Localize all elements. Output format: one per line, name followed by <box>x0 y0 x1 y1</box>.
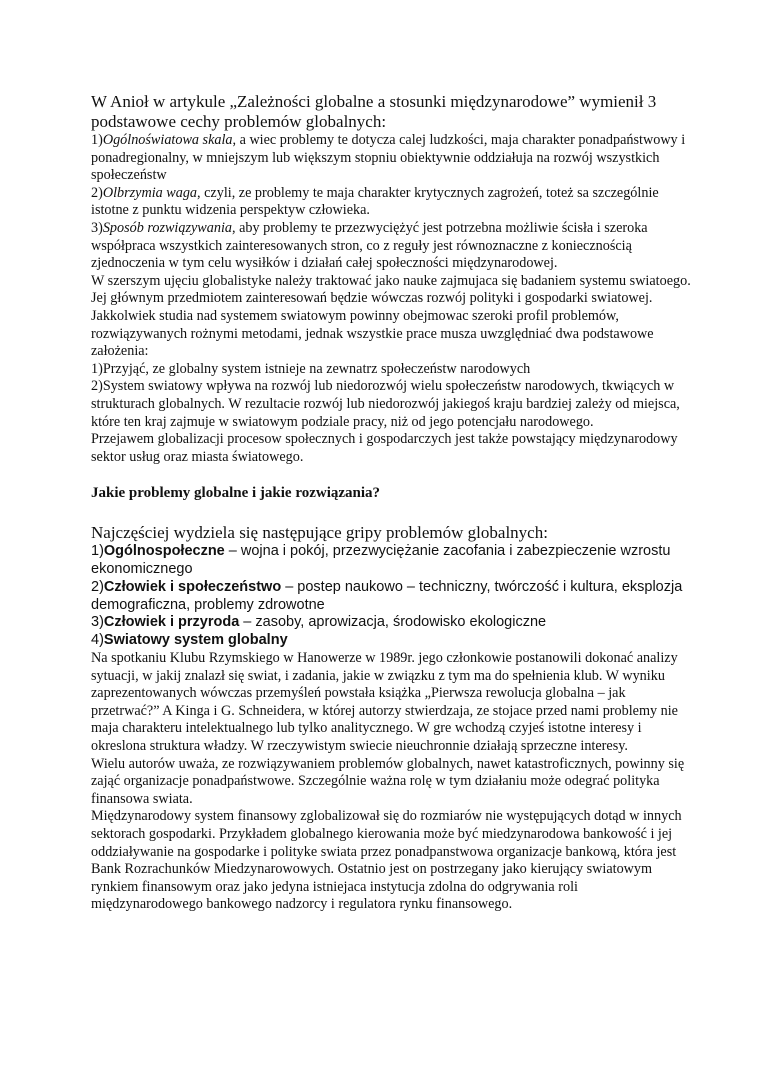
globalistyka-paragraph: W szerszym ujęciu globalistyke należy traktować jako nauke zajmujaca się badaniem systemu swiatoego. Jej głównym przedmiotem zainteresowań będzie wówczas rozwój polityki i gospodarki swiatowej. Jakkolwiek studia nad systemem swiatowym powinny obejmowac szeroki profil problemów, rozwiązywanych rożnymi metodami, jednak wszystkie prace musza uwzględniać dwa podstawowe założenia: <box>91 272 691 360</box>
group-number: 2) <box>91 578 104 595</box>
feature-item-2 <box>91 185 691 220</box>
group-number: 1) <box>91 543 104 560</box>
autorzy-paragraph: Wielu autorów uważa, ze rozwiązywaniem problemów globalnych, nawet katastroficznych, powinny się zająć organizacje ponadpaństwowe. Szczególnie ważna rolę w tym działaniu może odegrać polityka finansowa swiata. <box>91 755 685 807</box>
group-item-3 <box>91 614 691 632</box>
assumption-1: 1)Przyjąć, ze globalny system istnieje na zewnatrz społeczeństw narodowych <box>91 360 531 377</box>
feature-term: Olbrzymia waga <box>102 184 198 201</box>
feature-term: Sposób rozwiązywania <box>102 219 232 236</box>
group-term: Swiatowy system globalny <box>103 632 288 649</box>
feature-text: , aby problemy te przezwyciężyć jest potrzebna możliwie ścisła i szeroka współpraca wszystkich zainteresowanych stron, co z reguły jest równoznaczne z koniecznością zjednoczenia w tym celu wysiłków i działań całej społeczności międzynarodowej. <box>91 219 648 272</box>
group-text: – zasoby, aprowizacja, środowisko ekologiczne <box>239 614 547 631</box>
group-item-2 <box>91 579 691 615</box>
group-item-4 <box>91 632 691 650</box>
group-term: Człowiek i społeczeństwo <box>103 578 282 595</box>
groups-intro: Najczęściej wydziela się następujące gripy problemów globalnych: <box>91 523 548 543</box>
feature-text: , a wiec problemy te dotycza calej ludzkości, maja charakter ponadpaństwowy i ponadregionalny, w mniejszym lub większym stopniu obiektywnie oddziałuja na rozwój wszystkich społeczeństw <box>91 132 686 184</box>
feature-number: 2) <box>91 184 103 201</box>
feature-term: Ogólnoświatowa skala <box>102 132 233 148</box>
feature-text: , czyli, ze problemy te maja charakter krytycznych zagrożeń, toteż sa szczególnie istotne z punktu widzenia perspektyw człowieka. <box>91 184 659 219</box>
system-finansowy-paragraph: Międzynarodowy system finansowy zglobalizował się do rozmiarów nie występujących dotąd w innych sektorach gospodarki. Przykładem globalnego kierowania może być miedzynarodowa bankowość i jej oddziaływanie na gospodarke i polityke swiata przez ponadpanstwowa organizacje bankową, która jest Bank Rozrachunków Miedzynarowowych. Ostatnio jest on postrzegany jako kierujący swiatowym rynkiem finansowym oraz jako jedyna istniejaca instytucja zdolna do odgrywania roli międzynarodowego bankowego nadzorcy i regulatora rynku finansowego. <box>91 808 682 913</box>
intro-paragraph: W Anioł w artykule „Zależności globalne a stosunki międzynarodowe” wymienił 3 podstawowe cechy problemów globalnych: <box>91 92 657 131</box>
document-body <box>91 92 691 914</box>
group-text: – postep naukowo – techniczny, twórczość i kultura, eksplozja demograficzna, problemy zdrowotne <box>91 578 683 613</box>
group-text: – wojna i pokój, przezwyciężanie zacofania i zabezpieczenie wzrostu ekonomicznego <box>91 543 671 578</box>
klub-rzymski-paragraph: Na spotkaniu Klubu Rzymskiego w Hanowerze w 1989r. jego członkowie postanowili dokonać analizy sytuacji, w jakij znalazł się swiat, i zadania, jakie w związku z tym ma do spełnienia klub. W wyniku zaprezentowanych wówczas przemyśleń powstała książka „Pierwsza rewolucja globalna – jak przetrwać?” A Kinga i G. Schneidera, w której autorzy stwierdzaja, ze stojace przed nami problemy nie maja charakteru intelektualnego lub tylko analitycznego. W gre wchodzą czyjeś istotne interesy i okreslona struktura władzy. W rzeczywistym swiecie nieuchronnie działają sprzeczne interesy. <box>91 650 678 755</box>
group-term: Ogólnospołeczne <box>103 543 225 560</box>
feature-number: 3) <box>91 219 103 236</box>
section-heading: Jakie problemy globalne i jakie rozwiązania? <box>91 485 381 502</box>
group-number: 4) <box>91 632 104 649</box>
group-term: Człowiek i przyroda <box>103 614 240 631</box>
group-item-1 <box>91 543 691 579</box>
feature-item-3 <box>91 220 691 273</box>
przejawem-paragraph: Przejawem globalizacji procesow społecznych i gospodarczych jest także powstający międzynarodowy sektor usług oraz miasta światowego. <box>91 431 678 465</box>
group-number: 3) <box>91 614 104 631</box>
feature-item-1 <box>91 132 691 185</box>
feature-number: 1) <box>91 132 103 148</box>
assumption-2: 2)System swiatowy wpływa na rozwój lub niedorozwój wielu społeczeństw narodowych, tkwiących w strukturach globalnych. W rezultacie rozwój lub niedorozwój jakiegoś kraju bardziej zależy od miejsca, które ten kraj zajmuje w swiatowym podziale pracy, niż od jego potencjału narodowego. <box>91 378 680 430</box>
